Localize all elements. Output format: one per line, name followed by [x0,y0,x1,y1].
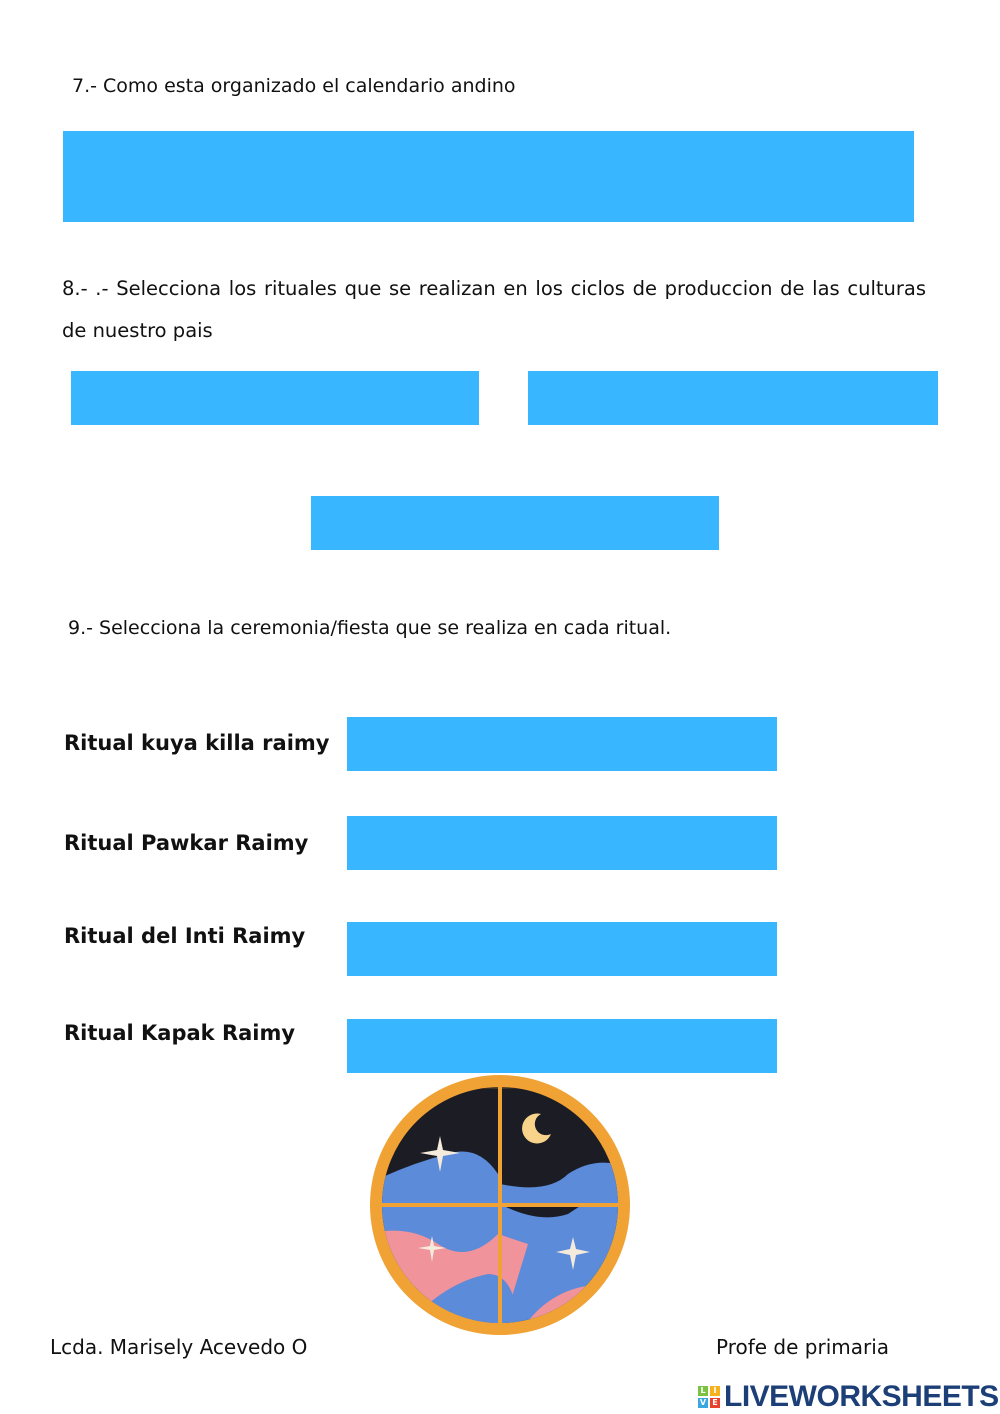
answer-dropdown-ritual-1[interactable] [347,717,777,771]
answer-dropdown-ritual-2[interactable] [347,816,777,870]
question-9: 9.- Selecciona la ceremonia/fiesta que se realiza en cada ritual. [68,617,672,639]
answer-dropdown-ritual-3[interactable] [347,922,777,976]
author-role: Profe de primaria [716,1335,890,1359]
author-name: Lcda. Marisely Acevedo O [50,1335,308,1359]
ritual-label: Ritual del Inti Raimy [64,924,306,948]
question-8: 8.- .- Selecciona los rituales que se realizan en los ciclos de produccion de las culturas de nuestro pais [62,277,926,342]
ritual-label: Ritual Kapak Raimy [64,1021,296,1045]
andean-night-landscape-illustration [368,1074,632,1336]
answer-dropdown-q8-1[interactable] [71,371,479,425]
liveworksheets-logo[interactable] [697,1380,999,1414]
answer-dropdown-q8-2[interactable] [528,371,938,425]
logo-letter: I [710,1386,720,1396]
ritual-label: Ritual Pawkar Raimy [64,831,309,855]
ritual-label: Ritual kuya killa raimy [64,731,330,755]
question-7: 7.- Como esta organizado el calendario andino [72,75,516,97]
answer-dropdown-ritual-4[interactable] [347,1019,777,1073]
logo-letter: L [698,1386,708,1396]
answer-box-q7[interactable] [63,131,914,222]
answer-dropdown-q8-3[interactable] [311,496,719,550]
logo-letter: V [699,1398,707,1407]
live-squares-icon [697,1385,721,1409]
brand-name: LIVEWORKSHEETS [724,1380,999,1413]
logo-letter: E [710,1398,720,1408]
